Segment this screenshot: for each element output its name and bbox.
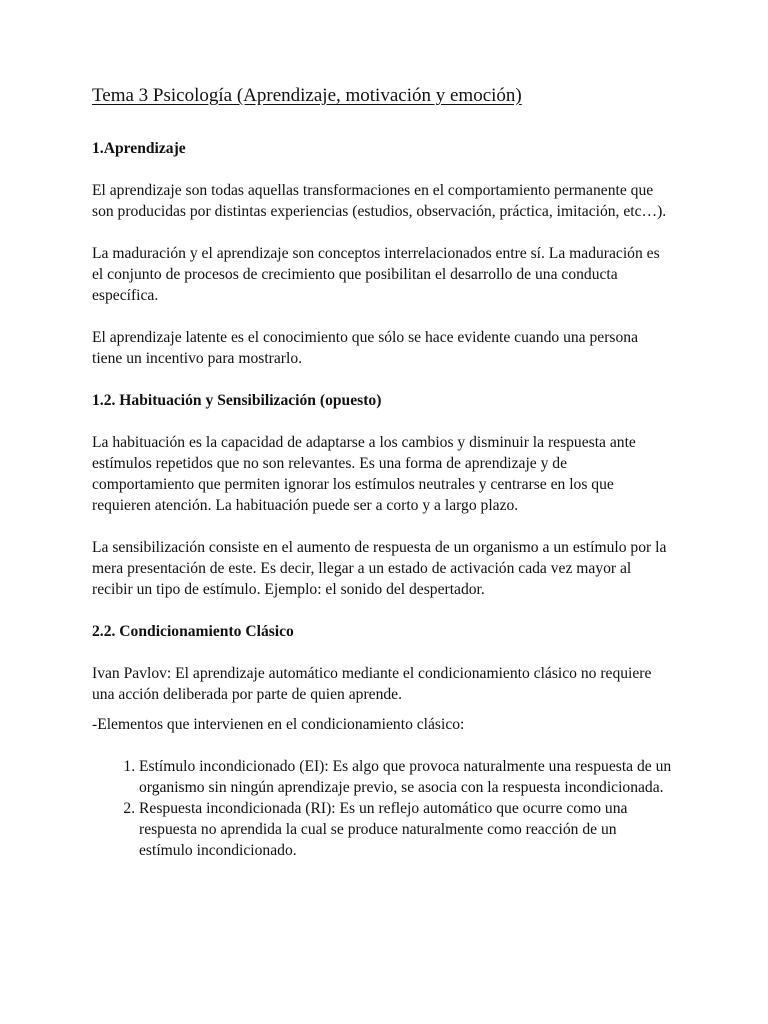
list-item: 1. Estímulo incondicionado (EI): Es algo que provoca naturalmente una respuesta de un organismo sin ningún aprendizaje previo, se asocia con la respuesta incondicionada. bbox=[139, 756, 672, 798]
paragraph: El aprendizaje latente es el conocimiento que sólo se hace evidente cuando una persona tiene un incentivo para mostrarlo. bbox=[92, 329, 638, 367]
paragraph: La habituación es la capacidad de adaptarse a los cambios y disminuir la respuesta ante estímulos repetidos que no son relevantes. Es una forma de aprendizaje y de comportamiento que permiten ignorar los estímulos neutrales y centrarse en los que requieren atención. La habituación puede ser a corto y a largo plazo. bbox=[92, 434, 636, 514]
section-heading-condicionamiento: 2.2. Condicionamiento Clásico bbox=[92, 623, 294, 640]
section-heading-habituacion: 1.2. Habituación y Sensibilización (opuesto) bbox=[92, 392, 382, 409]
list-item: 2. Respuesta incondicionada (RI): Es un reflejo automático que ocurre como una respuesta no aprendida la cual se produce naturalmente como reacción de un estímulo incondicionado. bbox=[139, 798, 672, 861]
section-heading-aprendizaje: 1.Aprendizaje bbox=[92, 140, 186, 157]
paragraph: La maduración y el aprendizaje son conceptos interrelacionados entre sí. La maduración es el conjunto de procesos de crecimiento que posibilitan el desarrollo de una conducta específica. bbox=[92, 245, 660, 304]
numbered-list bbox=[92, 756, 672, 861]
paragraph: El aprendizaje son todas aquellas transformaciones en el comportamiento permanente que son producidas por distintas experiencias (estudios, observación, práctica, imitación, etc…). bbox=[92, 182, 667, 220]
document-page bbox=[92, 84, 672, 861]
paragraph: -Elementos que intervienen en el condicionamiento clásico: bbox=[92, 716, 465, 733]
document-title: Tema 3 Psicología (Aprendizaje, motivación y emoción) bbox=[92, 85, 522, 106]
paragraph: La sensibilización consiste en el aumento de respuesta de un organismo a un estímulo por la mera presentación de este. Es decir, llegar a un estado de activación cada vez mayor al recibir un tipo de estímulo. Ejemplo: el sonido del despertador. bbox=[92, 539, 667, 598]
paragraph: Ivan Pavlov: El aprendizaje automático mediante el condicionamiento clásico no requiere una acción deliberada por parte de quien aprende. bbox=[92, 665, 652, 703]
